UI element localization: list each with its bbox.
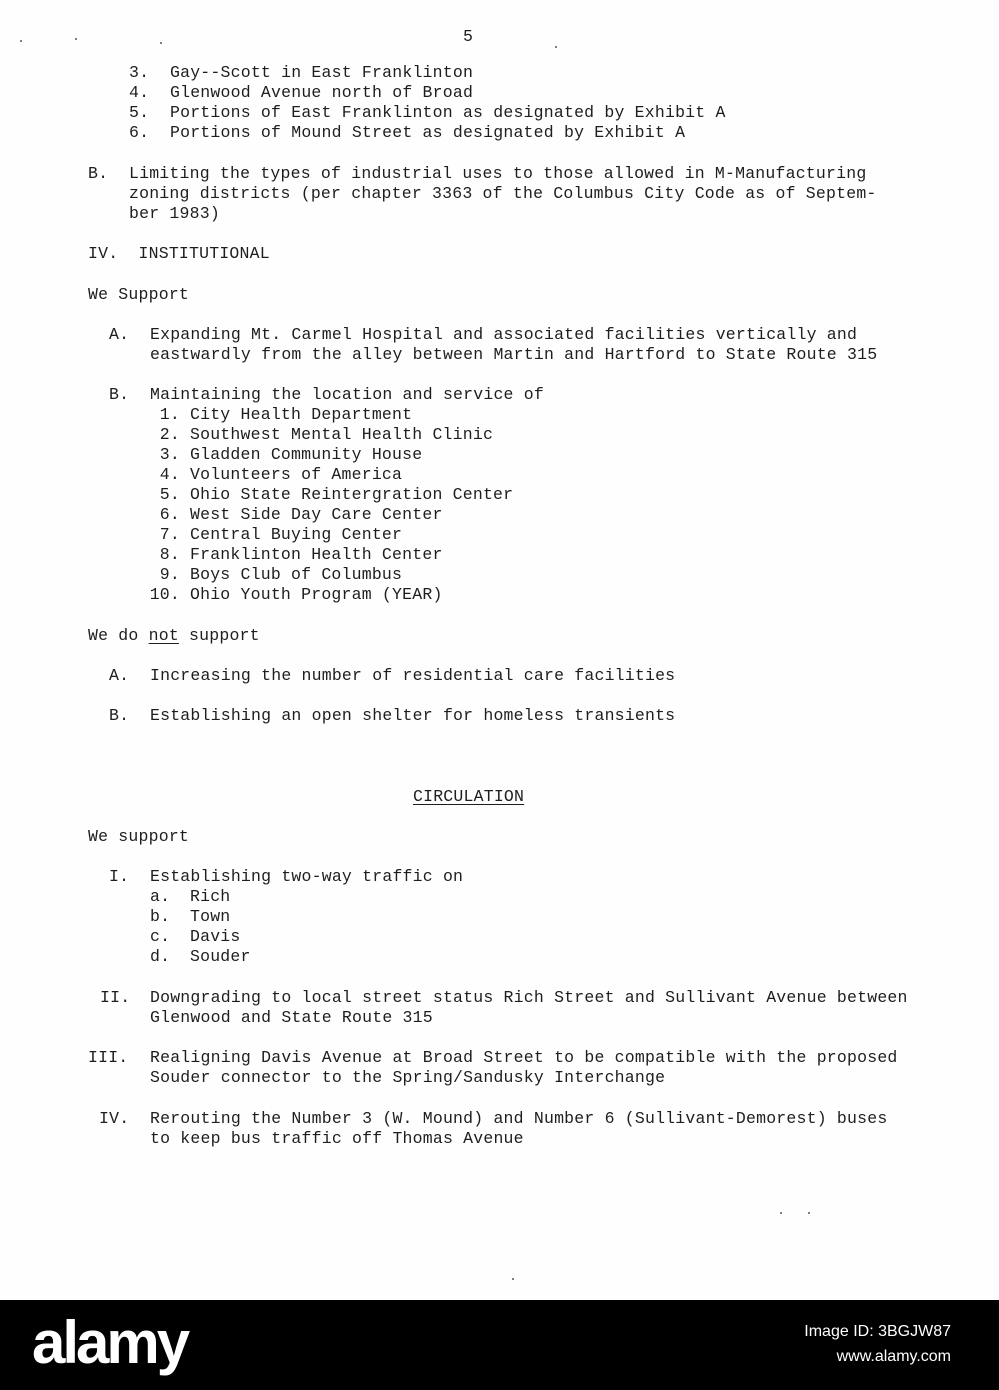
list-item-number: 4. <box>129 83 150 102</box>
circ-subitem-text: Souder <box>190 947 251 966</box>
subitem-text: Central Buying Center <box>190 525 403 544</box>
alamy-logo: alamy <box>32 1309 188 1376</box>
circ-item-line: Souder connector to the Spring/Sandusky Interchange <box>150 1068 666 1087</box>
image-id: Image ID: 3BGJW87 <box>804 1323 951 1340</box>
circ-subitem-text: Davis <box>190 927 241 946</box>
section-b-line: zoning districts (per chapter 3363 of the Columbus City Code as of Septem- <box>129 184 877 203</box>
circ-item-number: I. <box>109 867 130 886</box>
subitem-text: Ohio State Reintergration Center <box>190 485 514 504</box>
subitem-number: 6. <box>159 505 180 524</box>
institutional-heading: IV. INSTITUTIONAL <box>88 244 270 263</box>
subitem-number: 10. <box>149 585 180 604</box>
scan-speck <box>20 40 22 42</box>
we-support-label: We support <box>88 827 190 846</box>
scan-speck <box>160 42 162 44</box>
we-do-not-support-label: We do not support <box>88 626 260 645</box>
list-item-number: 6. <box>129 123 150 142</box>
list-item-text: Portions of Mound Street as designated by Exhibit A <box>170 123 686 142</box>
circ-subitem-letter: a. <box>150 887 171 906</box>
section-b-line: Limiting the types of industrial uses to those allowed in M-Manufacturing <box>129 164 867 183</box>
subitem-text: Gladden Community House <box>190 445 423 464</box>
list-item-text: Gay--Scott in East Franklinton <box>170 63 474 82</box>
circ-item-number: II. <box>100 988 131 1007</box>
list-item-text: Glenwood Avenue north of Broad <box>170 83 474 102</box>
circ-item-line: Rerouting the Number 3 (W. Mound) and Number 6 (Sullivant-Demorest) buses <box>150 1109 888 1128</box>
circ-subitem-text: Town <box>190 907 231 926</box>
circ-subitem-letter: b. <box>150 907 171 926</box>
circ-subitem-letter: c. <box>150 927 171 946</box>
circ-item-line: Downgrading to local street status Rich Street and Sullivant Avenue between <box>150 988 908 1007</box>
not-item-text: Establishing an open shelter for homeless transients <box>150 706 676 725</box>
item-a-letter: A. <box>109 325 130 344</box>
circulation-heading: CIRCULATION <box>413 787 525 806</box>
circ-subitem-letter: d. <box>150 947 171 966</box>
subitem-text: Ohio Youth Program (YEAR) <box>190 585 443 604</box>
subitem-number: 3. <box>159 445 180 464</box>
scan-speck <box>512 1278 514 1280</box>
subitem-text: Boys Club of Columbus <box>190 565 403 584</box>
circ-item-line: to keep bus traffic off Thomas Avenue <box>150 1129 524 1148</box>
subitem-text: Franklinton Health Center <box>190 545 443 564</box>
item-a-line: Expanding Mt. Carmel Hospital and associated facilities vertically and <box>150 325 858 344</box>
item-a-line: eastwardly from the alley between Martin and Hartford to State Route 315 <box>150 345 878 364</box>
circ-subitem-text: Rich <box>190 887 231 906</box>
circ-item-line: Glenwood and State Route 315 <box>150 1008 433 1027</box>
subitem-number: 9. <box>159 565 180 584</box>
item-b-letter: B. <box>109 385 130 404</box>
circ-item-line: Realigning Davis Avenue at Broad Street to be compatible with the proposed <box>150 1048 898 1067</box>
list-item-number: 5. <box>129 103 150 122</box>
not-emphasis: not <box>148 626 179 645</box>
subitem-number: 7. <box>159 525 180 544</box>
scan-speck <box>808 1212 810 1214</box>
circ-item-text: Establishing two-way traffic on <box>150 867 464 886</box>
subitem-text: Southwest Mental Health Clinic <box>190 425 494 444</box>
list-item-number: 3. <box>129 63 150 82</box>
subitem-text: West Side Day Care Center <box>190 505 443 524</box>
scan-speck <box>555 46 557 48</box>
subitem-number: 2. <box>159 425 180 444</box>
not-item-letter: A. <box>109 666 130 685</box>
circ-item-number: IV. <box>99 1109 130 1128</box>
not-item-letter: B. <box>109 706 130 725</box>
subitem-number: 4. <box>159 465 180 484</box>
page-number: 5 <box>463 27 474 46</box>
scan-speck <box>75 38 77 40</box>
subitem-number: 1. <box>159 405 180 424</box>
section-b-letter: B. <box>88 164 109 183</box>
list-item-text: Portions of East Franklinton as designated by Exhibit A <box>170 103 726 122</box>
subitem-number: 8. <box>159 545 180 564</box>
subitem-text: City Health Department <box>190 405 413 424</box>
subitem-text: Volunteers of America <box>190 465 403 484</box>
section-b-line: ber 1983) <box>129 204 220 223</box>
scan-speck <box>780 1212 782 1214</box>
item-b-text: Maintaining the location and service of <box>150 385 544 404</box>
watermark-site: www.alamy.com <box>836 1348 951 1365</box>
circ-item-number: III. <box>88 1048 129 1067</box>
we-support-label: We Support <box>88 285 190 304</box>
subitem-number: 5. <box>159 485 180 504</box>
not-item-text: Increasing the number of residential care facilities <box>150 666 676 685</box>
